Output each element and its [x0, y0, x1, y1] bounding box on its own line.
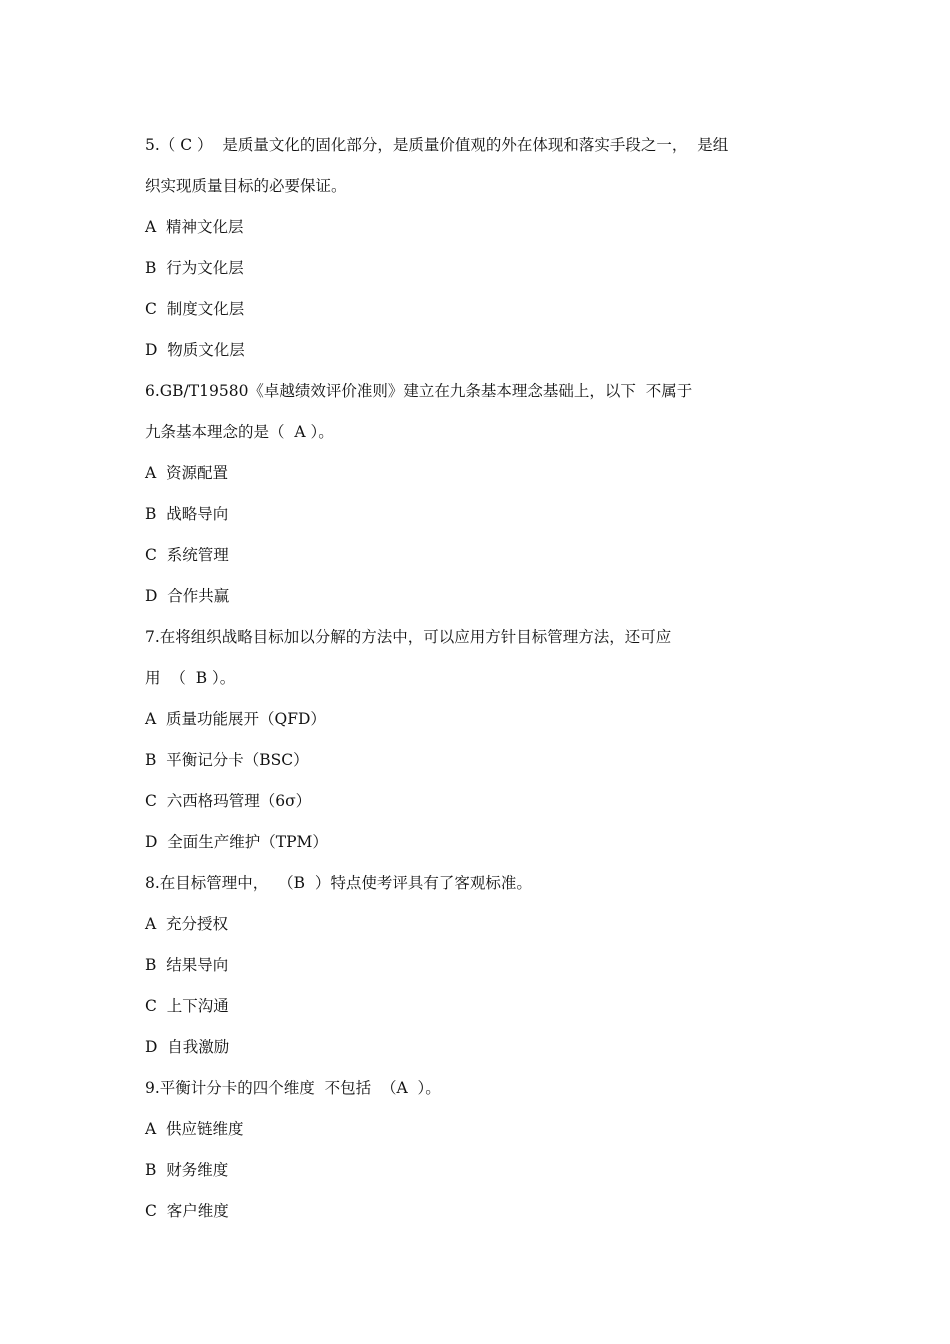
question-6-option-c: C 系统管理	[145, 546, 229, 564]
question-9-stem-line-1: 9.平衡计分卡的四个维度 不包括 （A ）。	[145, 1079, 441, 1097]
question-8-option-c: C 上下沟通	[145, 997, 229, 1015]
question-8-option-a: A 充分授权	[145, 915, 229, 933]
question-7-stem-line-2: 用 （ B ）。	[145, 669, 236, 687]
question-5-option-c: C 制度文化层	[145, 300, 245, 318]
question-7-option-d: D 全面生产维护（TPM）	[145, 833, 328, 851]
question-8-option-d: D 自我激励	[145, 1038, 230, 1056]
question-5-stem-line-1: 5.（ C ） 是质量文化的固化部分，是质量价值观的外在体现和落实手段之一， 是组	[145, 136, 729, 154]
question-6-option-a: A 资源配置	[145, 464, 229, 482]
question-5-option-d: D 物质文化层	[145, 341, 245, 359]
question-8-option-b: B 结果导向	[145, 956, 229, 974]
question-8-stem-line-1: 8.在目标管理中， （B ）特点使考评具有了客观标准。	[145, 874, 532, 892]
question-9-option-c: C 客户维度	[145, 1202, 229, 1220]
question-6-stem-line-2: 九条基本理念的是（ A ）。	[145, 423, 334, 441]
question-6-stem-line-1: 6.GB/T19580《卓越绩效评价准则》建立在九条基本理念基础上，以下 不属于	[145, 382, 693, 400]
question-9-option-b: B 财务维度	[145, 1161, 229, 1179]
question-6-option-b: B 战略导向	[145, 505, 229, 523]
question-7-option-c: C 六西格玛管理（6σ）	[145, 792, 312, 810]
question-5-option-a: A 精神文化层	[145, 218, 244, 236]
question-6-option-d: D 合作共赢	[145, 587, 230, 605]
question-9-option-a: A 供应链维度	[145, 1120, 244, 1138]
question-7-option-a: A 质量功能展开（QFD）	[145, 710, 326, 728]
question-5-stem-line-2: 织实现质量目标的必要保证。	[145, 177, 347, 195]
question-7-option-b: B 平衡记分卡（BSC）	[145, 751, 309, 769]
question-5-option-b: B 行为文化层	[145, 259, 244, 277]
question-7-stem-line-1: 7.在将组织战略目标加以分解的方法中，可以应用方针目标管理方法，还可应	[145, 628, 672, 646]
